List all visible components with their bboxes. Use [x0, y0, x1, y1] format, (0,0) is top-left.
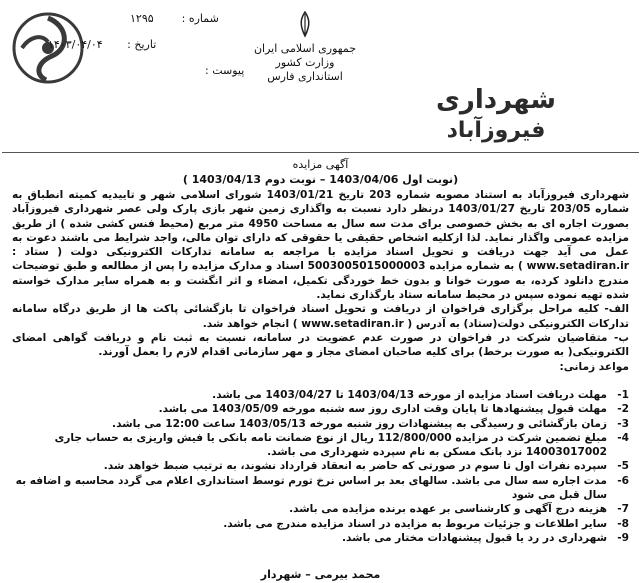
list-item [12, 517, 629, 531]
item-text: مهلت دریافت اسناد مزایده از مورخه 1403/04/13 تا 1403/04/27 می باشد. [212, 389, 607, 401]
item-text: شهرداری در رد یا قبول پیشنهادات مختار می باشد. [342, 531, 607, 544]
header-divider [2, 152, 639, 153]
notice-paragraph-main: شهرداری فیروزآباد به استناد مصوبه شماره 203 تاریخ 1403/01/21 شورای اسلامی شهر و تاییدیه کمیته انطباق به شماره 203/05 تاریخ 1403/01/27 درنظر دارد نسبت به واگذاری زمین شهر بازی پارک ولی عصر شهرداری فیروزآباد بصورت اجاره ای به بخش خصوصی برای مدت سه سال به مساحت 4950 متر مربع (محیط فنس کشی شده ) از طریق مزایده عمومی واگذار نماید. لذا ازکلیه اشخاص حقیقی یا حقوقی که دارای توان مالی، واجد شرایط می باشند دعوت به عمل می آید جهت دریافت و تحویل اسناد مزایده با مراجعه به سامانه تدارکات الکترونیکی دولت ( ستاد : www.setadiran.ir ) به شماره مزایده 5003005015000003 اسناد و مدارک مزایده را پس از مطالعه و طبق توضیحات مندرج دانلود کرده، به صورت خوانا و بدون خط خوردگی تکمیل، امضاء و اثر انگشت و به همراه سایر مدارک خواسته شده تهیه نموده سپس در محیط سامانه ستاد بارگذاری نماید. [12, 189, 630, 302]
item-text: مبلغ تضمین شرکت در مزایده 112/800/000 ریال از نوع ضمانت نامه بانکی یا فیش واریزی به حساب جاری 14003017002 نزد بانک مسکن به نام سپرده شهرداری می باشد. [54, 431, 607, 459]
item-text: سایر اطلاعات و جزئیات مربوط به مزایده در اسناد مزایده مندرج می باشد. [223, 517, 607, 530]
letter-number-label: شماره [188, 12, 219, 25]
letter-date-value: ۱۴۰۳/۰۴/۰۴ [48, 38, 103, 51]
item-number: 1- [617, 389, 629, 401]
list-item [12, 502, 629, 516]
letter-attachment-label: پیوست [212, 64, 245, 77]
notice-paragraph-a: الف- کلیه مراحل برگزاری فراخوان از دریافت و تحویل اسناد فراخوان تا بازگشائی پاکت ها از طریق درگاه سامانه تدارکات الکترونیکی دولت(ستاد) به آدرس ( www.setadiran.ir ) انجام خواهد شد. [12, 303, 629, 330]
list-item [12, 417, 629, 431]
notice-paragraph-b: ب- متقاضیان شرکت در فراخوان در صورت عدم عضویت در سامانه، نسبت به ثبت نام و دریافت گواهی امضای الکترونیکی( به صورت برخط) برای کلیه صاحبان امضای مجاز و مهر سازمانی اقدام لازم را بعمل آورند. [12, 331, 629, 359]
item-number: 5- [617, 460, 629, 473]
schedule-heading: مواعد زمانی: [559, 360, 629, 373]
item-number: 7- [617, 503, 629, 516]
province-line: استانداری فارس [267, 70, 343, 83]
schedule-list [12, 388, 629, 545]
ministry-line: وزارت کشور [275, 56, 335, 69]
org-name-line1: شهرداری [436, 85, 556, 115]
item-text: زمان بازگشائی و رسیدگی به پیشنهادات روز شنبه مورخه 1403/05/13 ساعت 12:00 می باشد. [112, 417, 607, 430]
signature: محمد بیرمی – شهردار [260, 568, 381, 581]
letter-number-row: شماره : ۱۲۹۵ [130, 12, 219, 25]
item-number: 9- [617, 531, 629, 544]
item-number: 2- [617, 403, 629, 416]
notice-title: آگهی مزایده [292, 158, 349, 171]
republic-line: جمهوری اسلامی ایران [253, 42, 357, 55]
list-item [12, 531, 629, 545]
list-item [12, 388, 629, 402]
iran-emblem-icon [295, 10, 315, 38]
letter-attachment-row: پیوست : [205, 64, 245, 77]
letter-date-row: تاریخ : ۱۴۰۳/۰۴/۰۴ [48, 38, 157, 51]
item-text: سپرده نفرات اول تا سوم در صورتی که حاضر به انعقاد قرارداد نشوند، به ترتیب ضبط خواهد شد. [103, 460, 607, 473]
org-name-line2: فیروزآباد [446, 118, 546, 143]
list-item [12, 402, 629, 416]
list-item [12, 459, 629, 473]
letter-date-label: تاریخ [134, 38, 157, 51]
letter-number-value: ۱۲۹۵ [130, 12, 154, 25]
list-item [12, 474, 629, 503]
letterhead [0, 0, 641, 150]
item-text: مهلت قبول پیشنهادها تا پایان وقت اداری روز سه شنبه مورخه 1403/05/09 می باشد. [158, 403, 607, 416]
item-number: 4- [617, 431, 629, 444]
notice-body [12, 188, 629, 374]
item-number: 3- [617, 417, 629, 430]
item-text: هزینه درج آگهی و کارشناسی بر عهده برنده مزایده می باشد. [289, 503, 607, 516]
notice-subtitle: (نوبت اول 1403/04/06 – نوبت دوم 1403/04/13 ) [182, 173, 459, 186]
list-item [12, 431, 629, 460]
item-number: 6- [617, 474, 629, 487]
item-number: 8- [617, 517, 629, 530]
item-text: مدت اجاره سه سال می باشد. سالهای بعد بر اساس نرخ تورم توسط استانداری اعلام می گردد محاسبه و اضافه به سال قبل می شود [15, 474, 607, 502]
